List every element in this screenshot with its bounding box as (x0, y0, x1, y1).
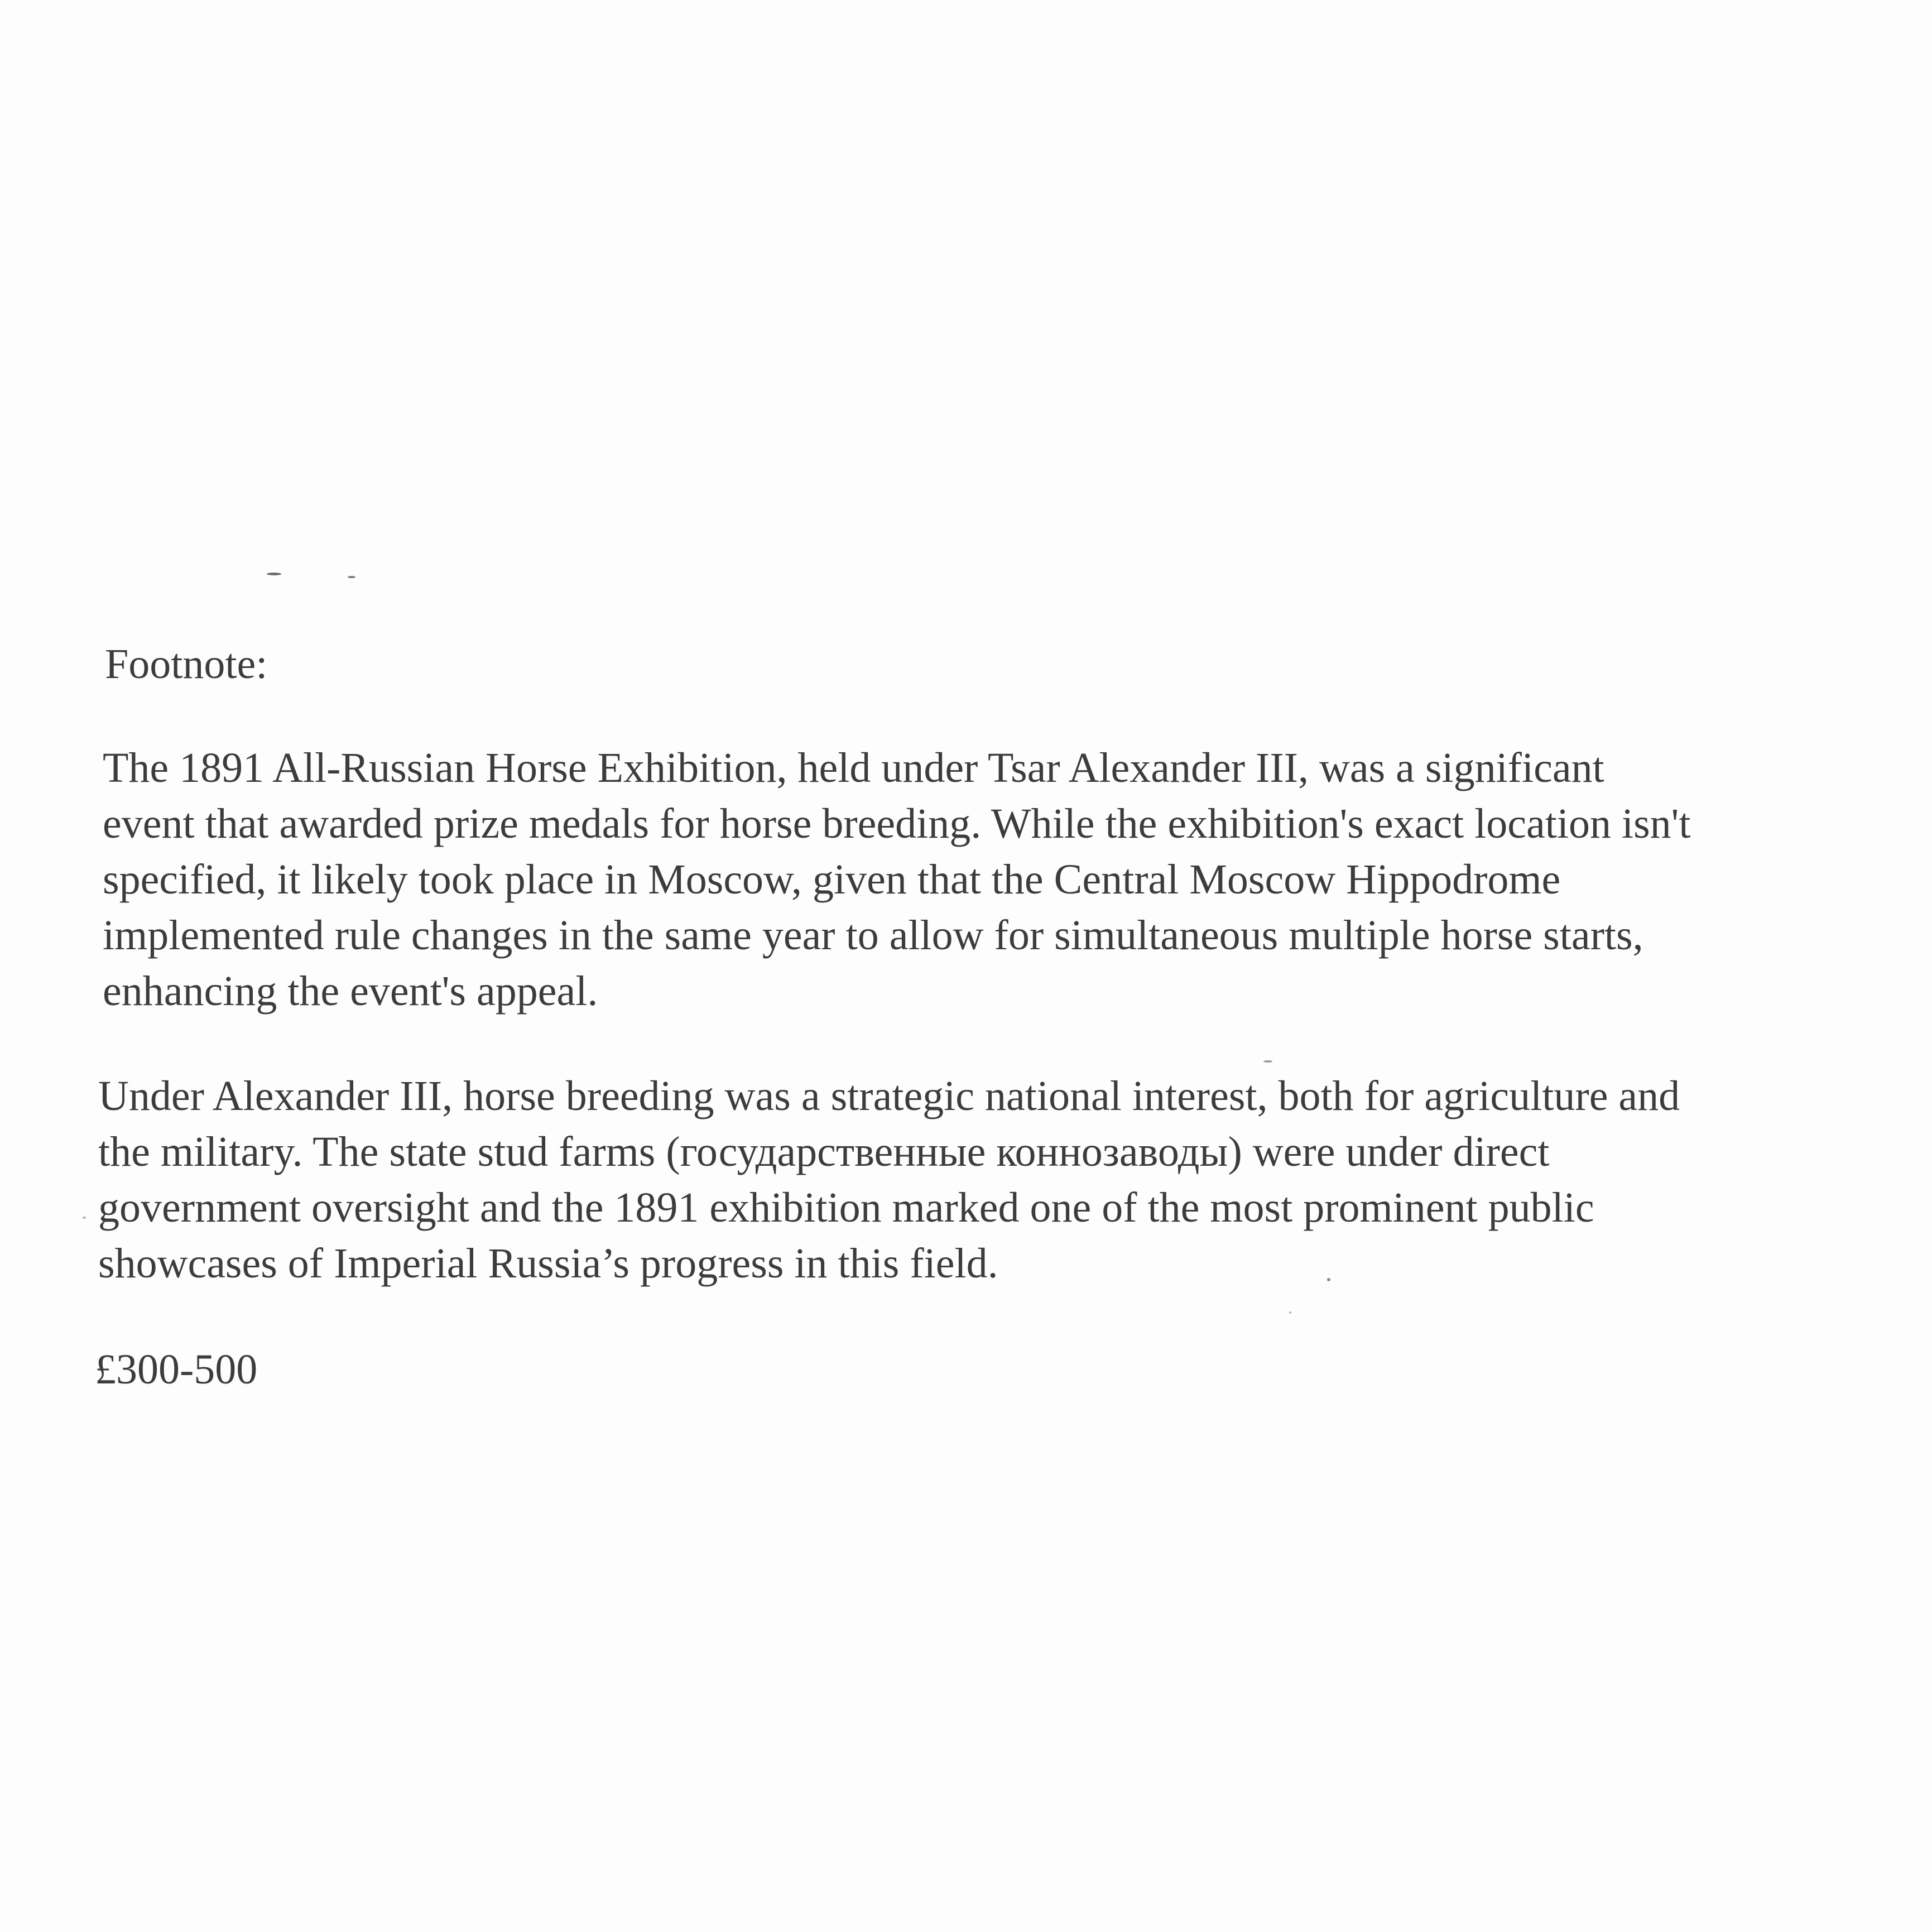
paragraph-line: Under Alexander III, horse breeding was a strategic national interest, both for agriculture and (98, 1073, 1680, 1119)
scan-speck (348, 576, 355, 578)
paragraph-line: enhancing the event's appeal. (103, 968, 598, 1015)
scan-speck (1289, 1311, 1291, 1314)
paragraph-line: government oversight and the 1891 exhibition marked one of the most prominent public (98, 1184, 1594, 1231)
paragraph-line: specified, it likely took place in Moscow, given that the Central Moscow Hippodrome (103, 856, 1561, 903)
scan-speck (267, 573, 281, 575)
paragraph-line: showcases of Imperial Russia’s progress in this field. (98, 1240, 998, 1287)
paragraph-line: the military. The state stud farms (государственные коннозаводы) were under direct (98, 1128, 1550, 1175)
price-estimate: £300-500 (95, 1346, 258, 1393)
footnote-heading: Footnote: (105, 641, 268, 688)
scan-speck (83, 1217, 86, 1219)
paragraph-line: The 1891 All-Russian Horse Exhibition, held under Tsar Alexander III, was a significant (103, 744, 1604, 791)
paragraph-exhibition (103, 740, 1690, 1019)
paragraph-line: event that awarded prize medals for horse breeding. While the exhibition's exact location isn't (103, 800, 1691, 847)
paragraph-horse-breeding (98, 1068, 1680, 1291)
scan-speck (1263, 1060, 1272, 1063)
paragraph-line: implemented rule changes in the same year to allow for simultaneous multiple horse starts, (103, 912, 1643, 959)
